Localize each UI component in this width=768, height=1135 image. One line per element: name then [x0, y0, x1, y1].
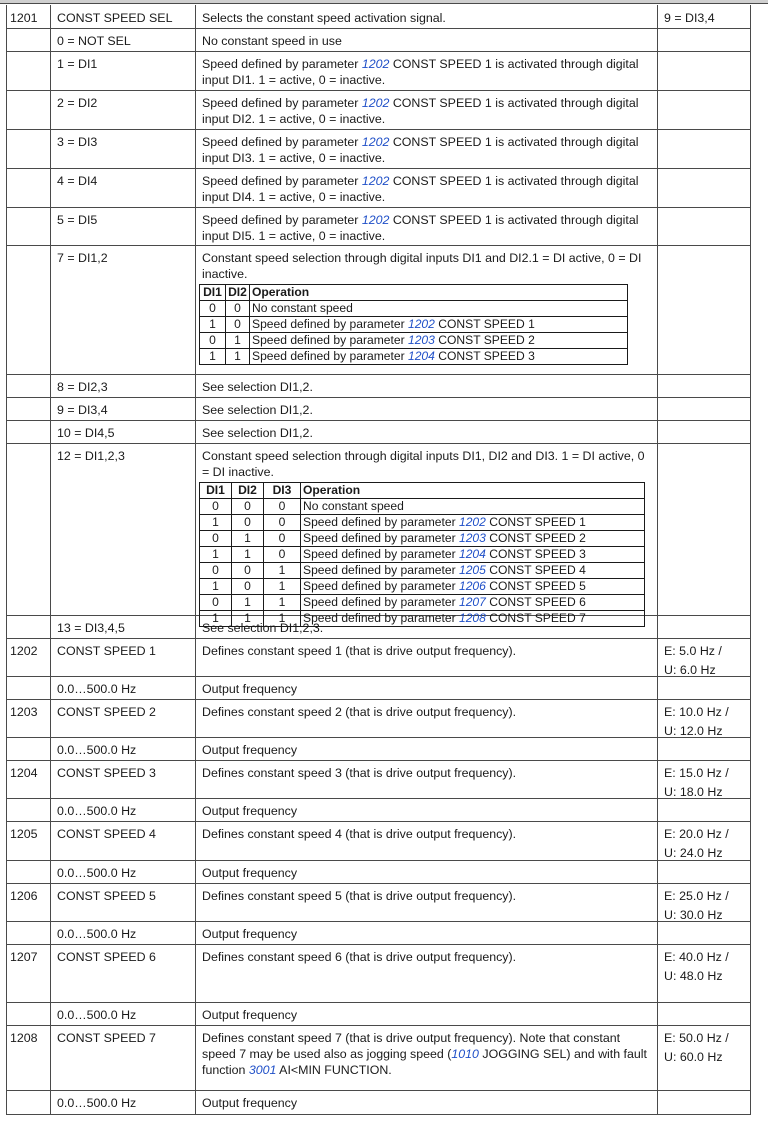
- operation-cell: [250, 317, 628, 333]
- row-divider: [6, 798, 751, 799]
- input-state-cell: 0: [264, 499, 301, 515]
- parameter-description: Output frequency: [202, 804, 298, 818]
- input-state-cell: 1: [264, 563, 301, 579]
- input-state-cell: 0: [226, 301, 250, 317]
- default-value: U: 6.0 Hz: [664, 663, 716, 677]
- description-text: Speed defined by parameter: [202, 174, 362, 188]
- description-text: JOGGING SEL) and with fault function: [202, 1047, 647, 1077]
- table-top-border-line: [0, 3, 768, 4]
- description-text: CONST SPEED 1 is activated through digital input DI4. 1 = active, 0 = inactive.: [202, 174, 639, 204]
- parameter-description: [202, 212, 652, 244]
- parameter-description: Output frequency: [202, 866, 298, 880]
- parameter-description: Output frequency: [202, 1096, 298, 1110]
- input-state-cell: 0: [264, 547, 301, 563]
- input-state-cell: 1: [200, 317, 226, 333]
- parameter-ref-link[interactable]: 1202: [361, 135, 390, 149]
- parameter-ref-link[interactable]: 1206: [458, 579, 486, 593]
- input-state-cell: 1: [264, 579, 301, 595]
- operation-cell: [301, 515, 645, 531]
- subtable-row: [200, 579, 645, 595]
- parameter-value-option: 13 = DI3,4,5: [57, 621, 125, 635]
- input-state-cell: 0: [200, 333, 226, 349]
- parameter-description: Defines constant speed 5 (that is drive output frequency).: [202, 889, 517, 903]
- operation-text: Speed defined by parameter: [303, 531, 459, 545]
- subtable-row: [200, 563, 645, 579]
- input-state-cell: 1: [226, 333, 250, 349]
- parameter-description: Selects the constant speed activation signal.: [202, 11, 446, 25]
- input-state-cell: 1: [200, 547, 232, 563]
- parameter-description: See selection DI1,2.: [202, 426, 313, 440]
- parameter-description: Defines constant speed 2 (that is drive output frequency).: [202, 705, 517, 719]
- parameter-name: CONST SPEED 6: [57, 950, 156, 964]
- description-text: Speed defined by parameter: [202, 135, 362, 149]
- operation-text: Speed defined by parameter: [303, 563, 459, 577]
- description-text: CONST SPEED 1 is activated through digital input DI1. 1 = active, 0 = inactive.: [202, 57, 639, 87]
- input-state-cell: 0: [200, 531, 232, 547]
- parameter-ref-link[interactable]: 1010: [451, 1047, 479, 1061]
- input-state-cell: 1: [200, 579, 232, 595]
- parameter-name: CONST SPEED 3: [57, 766, 156, 780]
- row-divider: [6, 1114, 751, 1115]
- subtable-row: [200, 595, 645, 611]
- subtable-header-row: [200, 483, 645, 499]
- row-divider: [6, 443, 751, 444]
- parameter-id: 1204: [10, 766, 38, 780]
- parameter-ref-link[interactable]: 1203: [458, 531, 486, 545]
- parameter-name: CONST SPEED 2: [57, 705, 156, 719]
- input-state-cell: 1: [232, 531, 264, 547]
- input-state-cell: 1: [264, 595, 301, 611]
- parameter-ref-link[interactable]: 1202: [361, 57, 390, 71]
- input-state-cell: 1: [232, 611, 264, 627]
- parameter-ref-link[interactable]: 1202: [361, 174, 390, 188]
- row-divider: [6, 28, 751, 29]
- parameter-name: CONST SPEED 7: [57, 1031, 156, 1045]
- operation-subtable: [199, 284, 628, 365]
- input-state-cell: 0: [200, 301, 226, 317]
- row-divider: [6, 860, 751, 861]
- parameter-value-option: 5 = DI5: [57, 213, 98, 227]
- operation-text: CONST SPEED 1: [485, 515, 586, 529]
- input-state-cell: 1: [226, 349, 250, 365]
- row-divider: [6, 420, 751, 421]
- row-divider: [6, 737, 751, 738]
- description-text: Speed defined by parameter: [202, 57, 362, 71]
- parameter-description: Output frequency: [202, 743, 298, 757]
- column-divider: [195, 5, 196, 1115]
- parameter-ref-link[interactable]: 1204: [407, 349, 435, 363]
- input-state-cell: 0: [232, 579, 264, 595]
- operation-text: CONST SPEED 1: [434, 317, 535, 331]
- operation-text: Speed defined by parameter: [252, 349, 408, 363]
- subtable-header-cell: Operation: [301, 483, 645, 499]
- row-divider: [6, 1025, 751, 1026]
- subtable-header-cell: DI1: [200, 483, 232, 499]
- row-divider: [6, 207, 751, 208]
- column-divider: [750, 5, 751, 1115]
- row-divider: [6, 821, 751, 822]
- parameter-description: Constant speed selection through digital inputs DI1 and DI2.1 = DI active, 0 = DI inactive.: [202, 251, 642, 281]
- parameter-description: No constant speed in use: [202, 34, 342, 48]
- parameter-description: [202, 95, 652, 127]
- input-state-cell: 1: [232, 595, 264, 611]
- description-text: AI<MIN FUNCTION.: [276, 1063, 392, 1077]
- parameter-value-option: 8 = DI2,3: [57, 380, 108, 394]
- operation-text: CONST SPEED 6: [485, 595, 586, 609]
- default-value: E: 20.0 Hz /: [664, 827, 729, 841]
- subtable-row: [200, 349, 628, 365]
- subtable-header-cell: DI1: [200, 285, 226, 301]
- default-value: E: 5.0 Hz /: [664, 644, 722, 658]
- input-state-cell: 0: [232, 515, 264, 531]
- parameter-id: 1203: [10, 705, 38, 719]
- parameter-value-option: 12 = DI1,2,3: [57, 449, 125, 463]
- operation-cell: [301, 531, 645, 547]
- parameter-ref-link[interactable]: 1202: [407, 317, 435, 331]
- operation-text: Speed defined by parameter: [252, 317, 408, 331]
- parameter-id: 1208: [10, 1031, 38, 1045]
- parameter-name: CONST SPEED 1: [57, 644, 156, 658]
- row-divider: [6, 921, 751, 922]
- operation-text: No constant speed: [303, 499, 404, 513]
- parameter-id: 1205: [10, 827, 38, 841]
- parameter-description: Output frequency: [202, 682, 298, 696]
- parameter-value-option: 1 = DI1: [57, 57, 98, 71]
- default-value: U: 24.0 Hz: [664, 846, 723, 860]
- row-divider: [6, 374, 751, 375]
- parameter-value-option: 0.0…500.0 Hz: [57, 743, 137, 757]
- parameter-name: CONST SPEED SEL: [57, 11, 173, 25]
- subtable-row: [200, 317, 628, 333]
- operation-cell: [301, 595, 645, 611]
- operation-text: CONST SPEED 7: [485, 611, 586, 625]
- input-state-cell: 0: [200, 499, 232, 515]
- operation-cell: [301, 499, 645, 515]
- parameter-value-option: 3 = DI3: [57, 135, 98, 149]
- row-divider: [6, 168, 751, 169]
- column-divider: [657, 5, 658, 1115]
- parameter-value-option: 0.0…500.0 Hz: [57, 682, 137, 696]
- parameter-ref-link[interactable]: 1207: [458, 595, 486, 609]
- default-value: E: 15.0 Hz /: [664, 766, 729, 780]
- parameter-value-option: 0.0…500.0 Hz: [57, 927, 137, 941]
- parameter-description: Output frequency: [202, 1008, 298, 1022]
- operation-text: No constant speed: [252, 301, 353, 315]
- subtable-header-cell: DI3: [264, 483, 301, 499]
- input-state-cell: 1: [200, 349, 226, 365]
- default-value: E: 10.0 Hz /: [664, 705, 729, 719]
- parameter-description: [202, 134, 652, 166]
- operation-text: CONST SPEED 3: [434, 349, 535, 363]
- row-divider: [6, 944, 751, 945]
- subtable-header-cell: DI2: [232, 483, 264, 499]
- input-state-cell: 1: [232, 547, 264, 563]
- operation-text: CONST SPEED 3: [485, 547, 586, 561]
- parameter-ref-link[interactable]: 1202: [361, 96, 390, 110]
- row-divider: [6, 90, 751, 91]
- parameter-value-option: 0.0…500.0 Hz: [57, 1096, 137, 1110]
- operation-text: Speed defined by parameter: [303, 579, 459, 593]
- input-state-cell: 0: [264, 531, 301, 547]
- subtable-row: [200, 547, 645, 563]
- row-divider: [6, 1090, 751, 1091]
- parameter-value-option: 0.0…500.0 Hz: [57, 866, 137, 880]
- input-state-cell: 0: [200, 563, 232, 579]
- default-value: U: 60.0 Hz: [664, 1050, 723, 1064]
- subtable-header-cell: Operation: [250, 285, 628, 301]
- parameter-ref-link[interactable]: 1204: [458, 547, 486, 561]
- parameter-ref-link[interactable]: 1203: [407, 333, 435, 347]
- parameter-description: See selection DI1,2,3.: [202, 621, 324, 635]
- subtable-row: [200, 515, 645, 531]
- operation-cell: [301, 563, 645, 579]
- parameter-value-option: 10 = DI4,5: [57, 426, 115, 440]
- parameter-description: [202, 173, 652, 205]
- default-value: U: 18.0 Hz: [664, 785, 723, 799]
- default-value: U: 48.0 Hz: [664, 969, 723, 983]
- row-divider: [6, 638, 751, 639]
- row-divider: [6, 245, 751, 246]
- subtable-row: [200, 499, 645, 515]
- description-text: Speed defined by parameter: [202, 213, 362, 227]
- parameter-value-option: 4 = DI4: [57, 174, 98, 188]
- parameter-value-option: 0.0…500.0 Hz: [57, 804, 137, 818]
- operation-text: Speed defined by parameter: [252, 333, 408, 347]
- parameter-id: 1207: [10, 950, 38, 964]
- description-text: CONST SPEED 1 is activated through digital input DI5. 1 = active, 0 = inactive.: [202, 213, 639, 243]
- operation-text: Speed defined by parameter: [303, 595, 459, 609]
- operation-cell: [301, 579, 645, 595]
- input-state-cell: 0: [226, 317, 250, 333]
- operation-text: Speed defined by parameter: [303, 611, 459, 625]
- parameter-id: 1206: [10, 889, 38, 903]
- parameter-ref-link[interactable]: 1202: [361, 213, 390, 227]
- parameter-value-option: 9 = DI3,4: [57, 403, 108, 417]
- parameter-description: Output frequency: [202, 927, 298, 941]
- row-divider: [6, 129, 751, 130]
- description-text: Speed defined by parameter: [202, 96, 362, 110]
- parameter-value-option: 0 = NOT SEL: [57, 34, 131, 48]
- parameter-ref-link[interactable]: 1205: [458, 563, 486, 577]
- operation-text: CONST SPEED 5: [485, 579, 586, 593]
- subtable-row: [200, 301, 628, 317]
- row-divider: [6, 1002, 751, 1003]
- operation-text: CONST SPEED 4: [485, 563, 586, 577]
- row-divider: [6, 760, 751, 761]
- parameter-value-option: 0.0…500.0 Hz: [57, 1008, 137, 1022]
- row-divider: [6, 676, 751, 677]
- parameter-description: Defines constant speed 3 (that is drive output frequency).: [202, 766, 517, 780]
- input-state-cell: 1: [200, 611, 232, 627]
- default-value: E: 40.0 Hz /: [664, 950, 729, 964]
- input-state-cell: 1: [264, 611, 301, 627]
- column-divider: [6, 5, 7, 1115]
- row-divider: [6, 883, 751, 884]
- parameter-description: Defines constant speed 1 (that is drive output frequency).: [202, 644, 517, 658]
- parameter-ref-link[interactable]: 1202: [458, 515, 486, 529]
- parameter-id: 1201: [10, 11, 38, 25]
- parameter-ref-link[interactable]: 1208: [458, 611, 486, 625]
- input-state-cell: 0: [264, 515, 301, 531]
- operation-cell: [250, 333, 628, 349]
- parameter-description: Constant speed selection through digital inputs DI1, DI2 and DI3. 1 = DI active, 0 = DI inactive.: [202, 449, 645, 479]
- default-value: U: 30.0 Hz: [664, 908, 723, 922]
- subtable-header-row: [200, 285, 628, 301]
- default-value: E: 50.0 Hz /: [664, 1031, 729, 1045]
- operation-text: Speed defined by parameter: [303, 547, 459, 561]
- parameter-name: CONST SPEED 5: [57, 889, 156, 903]
- parameter-value-option: 2 = DI2: [57, 96, 98, 110]
- operation-cell: [250, 301, 628, 317]
- default-value: E: 25.0 Hz /: [664, 889, 729, 903]
- column-divider: [50, 5, 51, 1115]
- parameter-value-option: 7 = DI1,2: [57, 251, 108, 265]
- row-divider: [6, 51, 751, 52]
- input-state-cell: 0: [232, 499, 264, 515]
- operation-subtable: [199, 482, 645, 627]
- parameter-description: [202, 56, 652, 88]
- description-text: Defines constant speed 7 (that is drive output frequency). Note that constant speed 7 may be used also as jogging speed (: [202, 1031, 621, 1061]
- parameter-description: See selection DI1,2.: [202, 403, 313, 417]
- operation-text: CONST SPEED 2: [485, 531, 586, 545]
- input-state-cell: 0: [200, 595, 232, 611]
- description-text: CONST SPEED 1 is activated through digital input DI3. 1 = active, 0 = inactive.: [202, 135, 639, 165]
- operation-text: Speed defined by parameter: [303, 515, 459, 529]
- input-state-cell: 0: [232, 563, 264, 579]
- parameter-ref-link[interactable]: 3001: [248, 1063, 277, 1077]
- description-text: CONST SPEED 1 is activated through digital input DI2. 1 = active, 0 = inactive.: [202, 96, 639, 126]
- default-value: 9 = DI3,4: [664, 11, 715, 25]
- subtable-row: [200, 531, 645, 547]
- parameter-description: See selection DI1,2.: [202, 380, 313, 394]
- subtable-header-cell: DI2: [226, 285, 250, 301]
- operation-text: CONST SPEED 2: [434, 333, 535, 347]
- operation-cell: [250, 349, 628, 365]
- parameter-description: Defines constant speed 4 (that is drive output frequency).: [202, 827, 517, 841]
- input-state-cell: 1: [200, 515, 232, 531]
- parameter-name: CONST SPEED 4: [57, 827, 156, 841]
- default-value: U: 12.0 Hz: [664, 724, 723, 738]
- operation-cell: [301, 547, 645, 563]
- row-divider: [6, 699, 751, 700]
- parameter-description: Defines constant speed 6 (that is drive output frequency).: [202, 950, 517, 964]
- parameter-description: [202, 1030, 652, 1078]
- subtable-row: [200, 333, 628, 349]
- row-divider: [6, 397, 751, 398]
- parameter-id: 1202: [10, 644, 38, 658]
